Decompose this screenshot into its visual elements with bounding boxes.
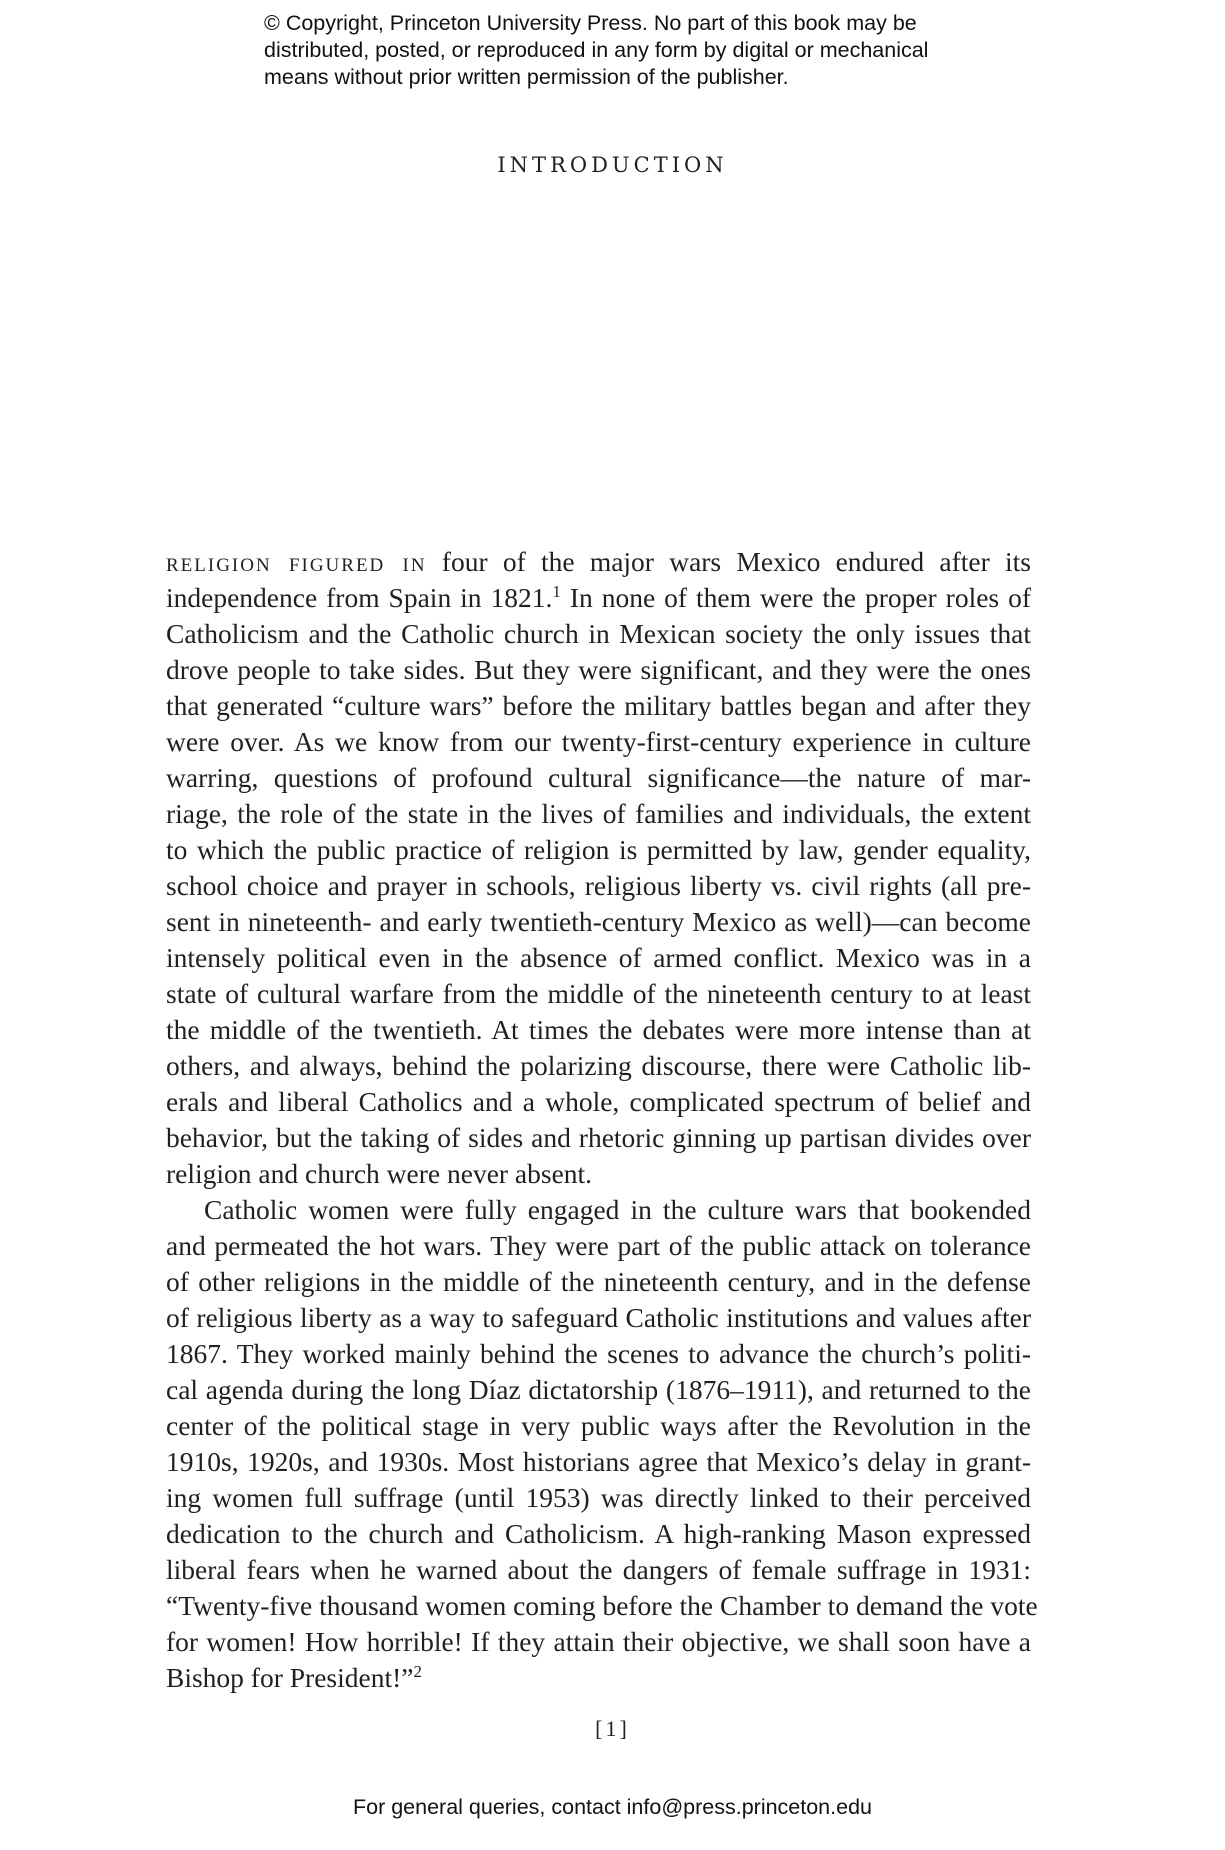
text-line: 1867. They worked mainly behind the scenes to advance the church’s politi-: [166, 1338, 1031, 1369]
text-line: to which the public practice of religion is permitted by law, gender equality,: [166, 834, 1031, 865]
text-fragment: In none of them were the proper roles of: [560, 582, 1032, 613]
text-line: liberal fears when he warned about the dangers of female suffrage in 1931:: [166, 1554, 1031, 1585]
copyright-line: means without prior written permission of the publisher.: [264, 65, 789, 89]
text-line: center of the political stage in very public ways after the Revolution in the: [166, 1410, 1031, 1441]
text-line: dedication to the church and Catholicism. A high-ranking Mason expressed: [166, 1518, 1031, 1549]
text-line: state of cultural warfare from the middle of the nineteenth century to at least: [166, 978, 1031, 1009]
text-fragment: independence from Spain in 1821.: [166, 582, 553, 613]
text-line: drove people to take sides. But they were significant, and they were the ones: [166, 654, 1031, 685]
text-line: [166, 580, 1031, 616]
text-line: the middle of the twentieth. At times the debates were more intense than at: [166, 1014, 1031, 1045]
footnote-ref-2[interactable]: 2: [413, 1662, 422, 1681]
text-line: Catholic women were fully engaged in the culture wars that bookended: [204, 1194, 1031, 1225]
text-line: others, and always, behind the polarizing discourse, there were Catholic lib-: [166, 1050, 1031, 1081]
text-line: [166, 1660, 1031, 1696]
text-line: religion and church were never absent.: [166, 1158, 593, 1189]
text-line: for women! How horrible! If they attain their objective, we shall soon have a: [166, 1626, 1031, 1657]
text-fragment: Bishop for President!”: [166, 1662, 414, 1693]
text-line: school choice and prayer in schools, religious liberty vs. civil rights (all pre-: [166, 870, 1031, 901]
text-line: behavior, but the taking of sides and rhetoric ginning up partisan divides over: [166, 1122, 1031, 1153]
chapter-title: INTRODUCTION: [497, 153, 728, 177]
text-line: that generated “culture wars” before the military battles began and after they: [166, 690, 1031, 721]
lead-in-smallcaps: religion figured in: [166, 546, 427, 577]
text-line: and permeated the hot wars. They were part of the public attack on tolerance: [166, 1230, 1031, 1261]
paragraph-1: [166, 544, 1031, 1192]
text-line: “Twenty-five thousand women coming before the Chamber to demand the vote: [166, 1590, 1038, 1621]
text-line: Catholicism and the Catholic church in Mexican society the only issues that: [166, 618, 1031, 649]
text-line: warring, questions of profound cultural significance—the nature of mar-: [166, 762, 1031, 793]
text-line: cal agenda during the long Díaz dictatorship (1876–1911), and returned to the: [166, 1374, 1031, 1405]
body-text: [166, 544, 1038, 1696]
copyright-line: distributed, posted, or reproduced in any form by digital or mechanical: [264, 38, 929, 62]
text-line: ing women full suffrage (until 1953) was directly linked to their perceived: [166, 1482, 1031, 1513]
page-number: [1]: [595, 1716, 630, 1741]
text-line: [166, 544, 1031, 580]
text-line: of other religions in the middle of the nineteenth century, and in the defense: [166, 1266, 1031, 1297]
text-line: erals and liberal Catholics and a whole, complicated spectrum of belief and: [166, 1086, 1031, 1117]
footnote-ref-1[interactable]: 1: [552, 582, 561, 601]
text-line: were over. As we know from our twenty-first-century experience in culture: [166, 726, 1031, 757]
text-line: intensely political even in the absence of armed conflict. Mexico was in a: [166, 942, 1031, 973]
copyright-notice: [264, 10, 984, 91]
footer-contact: For general queries, contact info@press.princeton.edu: [352, 1795, 872, 1819]
text-line: 1910s, 1920s, and 1930s. Most historians agree that Mexico’s delay in grant-: [166, 1446, 1031, 1477]
text-line: sent in nineteenth- and early twentieth-century Mexico as well)—can become: [166, 906, 1031, 937]
text-line: riage, the role of the state in the lives of families and individuals, the extent: [166, 798, 1031, 829]
copyright-line: © Copyright, Princeton University Press. No part of this book may be: [264, 11, 917, 35]
paragraph-2: [166, 1192, 1038, 1696]
text-fragment: four of the major wars Mexico endured after its: [426, 546, 1031, 577]
text-line: of religious liberty as a way to safeguard Catholic institutions and values after: [166, 1302, 1031, 1333]
